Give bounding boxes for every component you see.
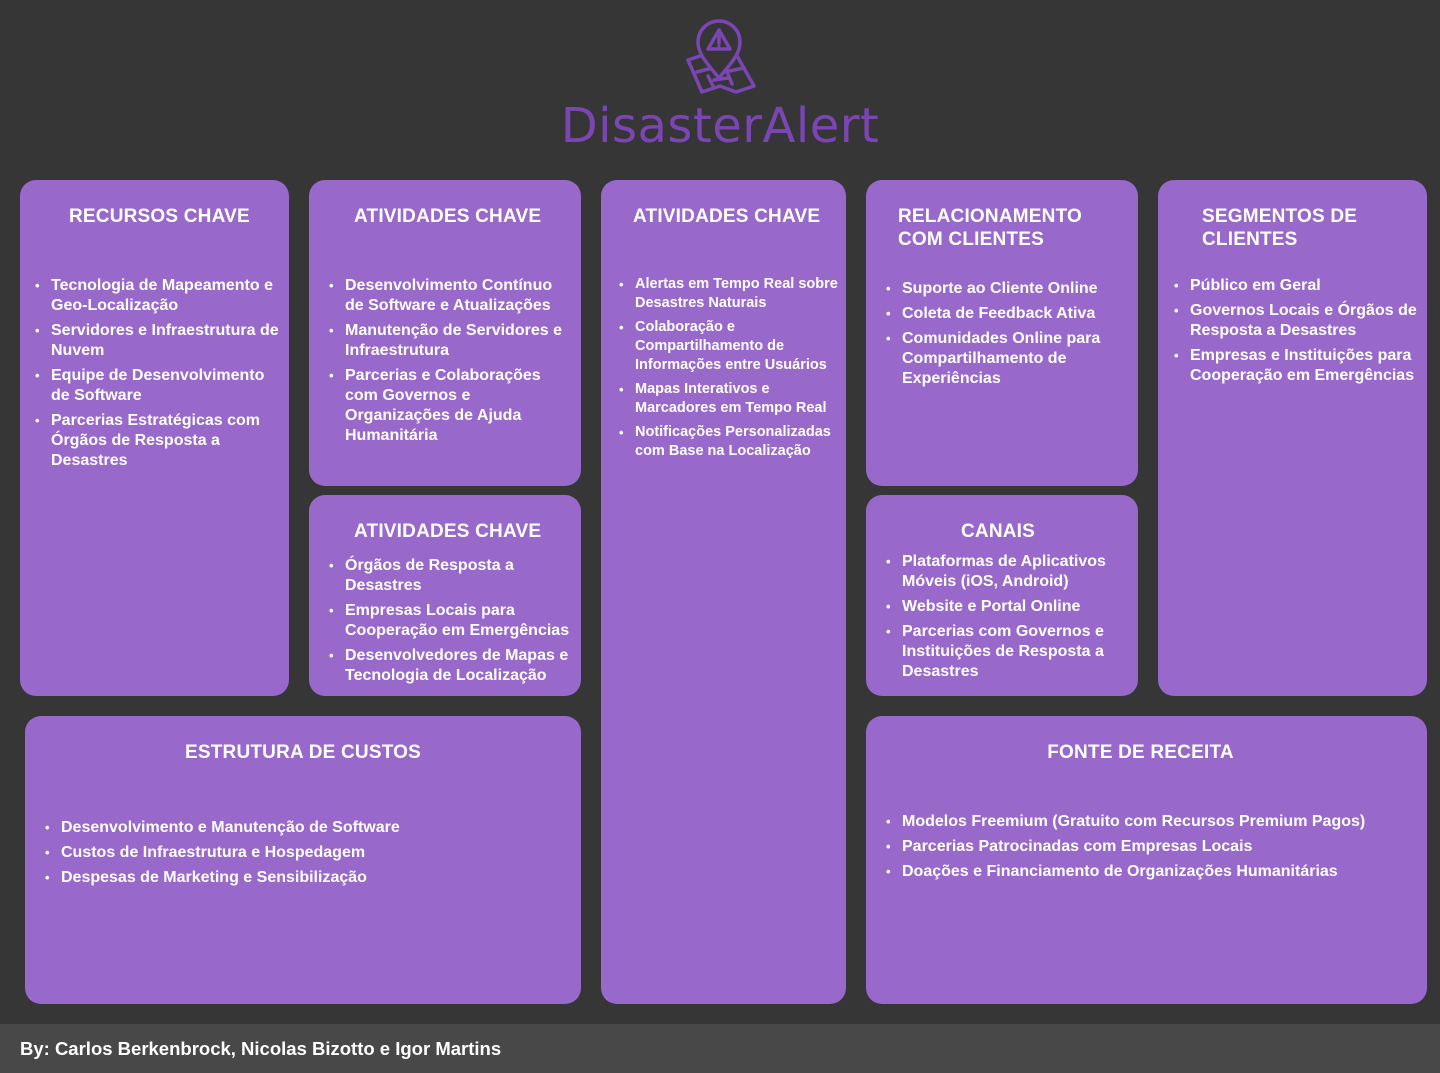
card-key-activities-1 [309,180,581,486]
list-item: • Alertas em Tempo Real sobre Desastres Naturais [619,275,841,313]
item-list [886,279,1132,394]
list-item: • Website e Portal Online [886,597,1132,617]
card-channels [866,495,1138,696]
card-title: ATIVIDADES CHAVE [633,206,821,227]
list-item: • Parcerias Estratégicas com Órgãos de Resposta a Desastres [35,411,283,471]
card-title: RELACIONAMENTO COM CLIENTES [898,206,1083,250]
card-key-resources [20,180,289,696]
card-title: CANAIS [961,521,1036,542]
list-item: • Órgãos de Resposta a Desastres [329,556,575,596]
card-customer-relationships [866,180,1138,486]
list-item: • Colaboração e Compartilhamento de Informações entre Usuários [619,318,841,375]
map-alert-pin-icon [684,16,758,96]
item-list [35,276,283,476]
list-item: • Parcerias com Governos e Instituições de Resposta a Desastres [886,622,1132,682]
list-item: • Parcerias e Colaborações com Governos e Organizações de Ajuda Humanitária [329,366,575,446]
list-item: • Equipe de Desenvolvimento de Software [35,366,283,406]
list-item: • Empresas Locais para Cooperação em Emergências [329,601,575,641]
card-customer-segments [1158,180,1427,696]
list-item: • Desenvolvimento e Manutenção de Software [45,818,565,838]
card-title: RECURSOS CHAVE [69,206,250,227]
card-title: ATIVIDADES CHAVE [354,206,542,227]
list-item: • Custos de Infraestrutura e Hospedagem [45,843,565,863]
card-title: SEGMENTOS DE CLIENTES [1202,206,1358,250]
list-item: • Suporte ao Cliente Online [886,279,1132,299]
list-item: • Servidores e Infraestrutura de Nuvem [35,321,283,361]
item-list [45,818,565,893]
list-item: • Manutenção de Servidores e Infraestrutura [329,321,575,361]
item-list [619,275,841,466]
list-item: • Parcerias Patrocinadas com Empresas Locais [886,837,1416,857]
card-title: ESTRUTURA DE CUSTOS [184,742,422,763]
list-item: • Tecnologia de Mapeamento e Geo-Localização [35,276,283,316]
list-item: • Comunidades Online para Compartilhamento de Experiências [886,329,1132,389]
list-item: • Coleta de Feedback Ativa [886,304,1132,324]
app-title: DisasterAlert [560,98,880,154]
list-item: • Desenvolvedores de Mapas e Tecnologia de Localização [329,646,575,686]
card-title: ATIVIDADES CHAVE [354,521,542,542]
list-item: • Despesas de Marketing e Sensibilização [45,868,565,888]
list-item: • Notificações Personalizadas com Base na Localização [619,423,841,461]
card-cost-structure [25,716,581,1004]
item-list [329,556,575,691]
list-item: • Empresas e Instituições para Cooperação em Emergências [1174,346,1424,386]
card-title: FONTE DE RECEITA [1047,742,1234,763]
list-item: • Público em Geral [1174,276,1424,296]
item-list [886,552,1132,687]
item-list [329,276,575,451]
list-item: • Governos Locais e Órgãos de Resposta a Desastres [1174,301,1424,341]
card-key-activities-3 [601,180,846,1004]
credits-footer: By: Carlos Berkenbrock, Nicolas Bizotto e Igor Martins [0,1024,1440,1073]
item-list [1174,276,1424,391]
list-item: • Desenvolvimento Contínuo de Software e Atualizações [329,276,575,316]
card-key-activities-2 [309,495,581,696]
item-list [886,812,1416,887]
list-item: • Doações e Financiamento de Organizações Humanitárias [886,862,1416,882]
list-item: • Modelos Freemium (Gratuito com Recursos Premium Pagos) [886,812,1416,832]
list-item: • Mapas Interativos e Marcadores em Tempo Real [619,380,841,418]
card-revenue-streams [866,716,1427,1004]
list-item: • Plataformas de Aplicativos Móveis (iOS, Android) [886,552,1132,592]
